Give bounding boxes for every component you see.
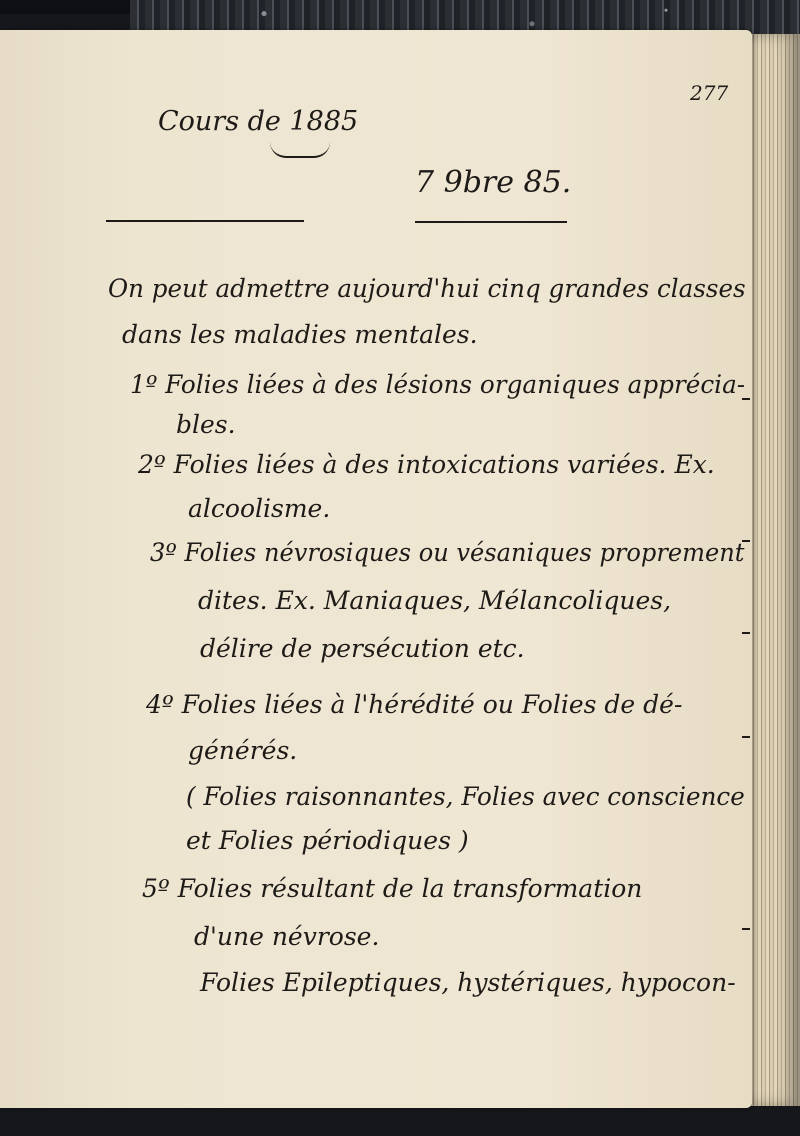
margin-tick (742, 540, 750, 542)
course-heading: Cours de 1885 (158, 106, 359, 137)
body-line: 4º Folies liées à l'hérédité ou Folies de dé- (146, 690, 683, 719)
body-line: 5º Folies résultant de la transformation (142, 874, 643, 903)
body-line: dans les maladies mentales. (122, 320, 478, 349)
margin-tick (742, 398, 750, 400)
body-line: Folies Epileptiques, hystériques, hypocon- (200, 968, 736, 997)
marbled-cover-top (130, 0, 800, 34)
body-line: d'une névrose. (194, 922, 380, 951)
body-line: et Folies périodiques ) (186, 826, 469, 855)
body-line: générés. (188, 736, 298, 765)
book-cover-edge (0, 0, 130, 14)
margin-tick (742, 736, 750, 738)
page-number: 277 (690, 81, 729, 105)
body-line: bles. (176, 410, 236, 439)
course-underline (270, 142, 330, 158)
body-line: 3º Folies névrosiques ou vésaniques proprement (150, 538, 745, 567)
body-line: On peut admettre aujourd'hui cinq grandes classes (108, 274, 746, 303)
body-line: délire de persécution etc. (200, 634, 525, 663)
body-line: dites. Ex. Maniaques, Mélancoliques, (198, 586, 672, 615)
margin-tick (742, 928, 750, 930)
divider-rule-right (415, 221, 567, 223)
body-line: 2º Folies liées à des intoxications variées. Ex. (138, 450, 715, 479)
margin-tick (742, 632, 750, 634)
body-line: ( Folies raisonnantes, Folies avec conscience (186, 782, 745, 811)
body-line: 1º Folies liées à des lésions organiques apprécia- (130, 370, 746, 399)
body-line: alcoolisme. (188, 494, 331, 523)
lecture-date: 7 9bre 85. (415, 165, 572, 200)
divider-rule-left (106, 220, 304, 222)
